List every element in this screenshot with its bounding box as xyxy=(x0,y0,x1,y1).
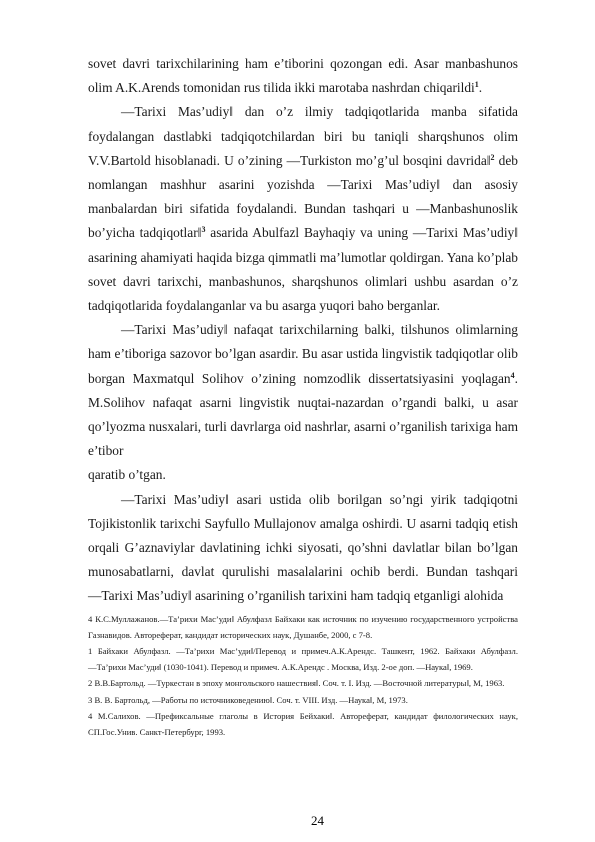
paragraph-2-part-c: asarida Abulfazl Bayhaqiy va uning ―Tarixi Mas’udiy‖ asarining ahamiyati haqida bizga qimmatli ma’lumotlar qoldirgan. Yana ko’plab sovet davri tarixchi, manbashunos, sharqshunos olimlari ushbu asardan o’z tadqiqotlarida foydalanganlar va bu asarga yuqori baho berganlar. xyxy=(88,225,518,314)
footnote-ref-4: 4 xyxy=(510,370,515,380)
paragraph-3 xyxy=(88,318,518,463)
footnotes xyxy=(88,611,518,741)
paragraph-1-text: sovet davri tarixchilarining ham e’tiborini qozongan edi. Asar manbashunos olim A.K.Arends tomonidan rus tilida ikki marotaba nashrdan chiqarildi xyxy=(88,56,518,96)
paragraph-2 xyxy=(88,100,518,318)
page-number: 24 xyxy=(311,813,324,828)
paragraph-1-tail: . xyxy=(478,80,483,96)
footnote-ref-3: 3 xyxy=(201,225,206,235)
footnote-ref-1: 1 xyxy=(474,80,479,90)
paragraph-2-part-b: deb nomlangan mashhur asarini yozishda ―Tarixi Mas’udiy‖ dan asosiy manbalardan biri sifatida foydalandi. Bundan tashqari u ―Manbashunoslik bo’yicha tadqiqotlar‖ xyxy=(88,152,518,241)
paragraph-2-part-a: ―Tarixi Mas’udiy‖ dan o’z ilmiy tadqiqotlarida manba sifatida foydalangan dastlabki tadqiqotchilardan biri bu taniqli sharqshunos olim V.V.Bartold hisoblanadi. U o’zining ―Turkiston mo’g’ul bosqini davrida‖ xyxy=(88,104,518,168)
paragraph-4: ―Tarixi Mas’udiy‖ asari ustida olib borilgan so’ngi yirik tadqiqotni Tojikistonlik tarixchi Sayfullo Mullajonov amalga oshirdi. U asarni tadqiq etish orqali G’aznaviylar davlatining ichki siyosati, qo’shni davlatlar bilan bo’lgan munosabatlarni, davlat qurulishi masalalarini ochib berdi. Bundan tashqari ―Tarixi Mas’udiy‖ asarining o’rganilish tarixini ham tadqiq etganligi alohida xyxy=(88,491,518,604)
footnote-ref-2: 2 xyxy=(490,152,495,162)
footnote: 3 В. В. Бартольд, ―Работы по источниковедению‖. Соч. т. VIII. Изд. ―Наука‖, М, 1973. xyxy=(88,694,408,705)
paragraph-3-part-a: ―Tarixi Mas’udiy‖ nafaqat tarixchilarning balki, tilshunos olimlarning ham e’tiboriga sazovor bo’lgan asardir. Bu asar ustida lingvistik tadqiqotlar olib borgan Maxmatqul Solihov o’zining nomzodlik dissertatsiyasini yoqlagan xyxy=(88,322,518,386)
footnote: 4 К.С.Муллажанов.―Та’рихи Мас’уди‖ Абулфазл Байхаки как источник по изучению государственного устройства Газнавидов. Автореферат, кандидат исторических наук, Душанбе, 2000, с 7-8. xyxy=(88,613,518,640)
document-page xyxy=(88,52,518,740)
paragraph-3-continuation: qaratib o’tgan. xyxy=(88,467,166,483)
paragraph-1 xyxy=(88,52,518,100)
paragraph-3-part-b: . M.Solihov nafaqat asarni lingvistik nuqtai-nazardan o’rgandi balki, u asar qo’lyozma nusxalari, turli davrlarga oid nashrlar, asarni o’rganilish tarixiga ham e’tibor xyxy=(88,370,518,459)
footnote: 2 В.В.Бартольд. ―Туркестан в эпоху монгольского нашествия‖. Соч. т. I. Изд. ―Восточной литературы‖, М, 1963. xyxy=(88,678,505,689)
footnote: 4 М.Салихов. ―Префиксальные глаголы в История Бейхаки‖. Автореферат, кандидат филологических наук, СП.Гос.Унив. Санкт-Петербург, 1993. xyxy=(88,710,518,738)
footnote: 1 Байхаки Абулфазл. ―Та’рихи Мас’уди‖/Перевод и примеч.А.К.Арендс. Ташкент, 1962. Байхаки Абулфазл. ―Та’рихи Мас’уди‖ (1030-1041). Перевод и примеч. А.К.Арендс . Москва, Изд. 2-ое доп. ―Наука‖, 1969. xyxy=(88,646,518,673)
